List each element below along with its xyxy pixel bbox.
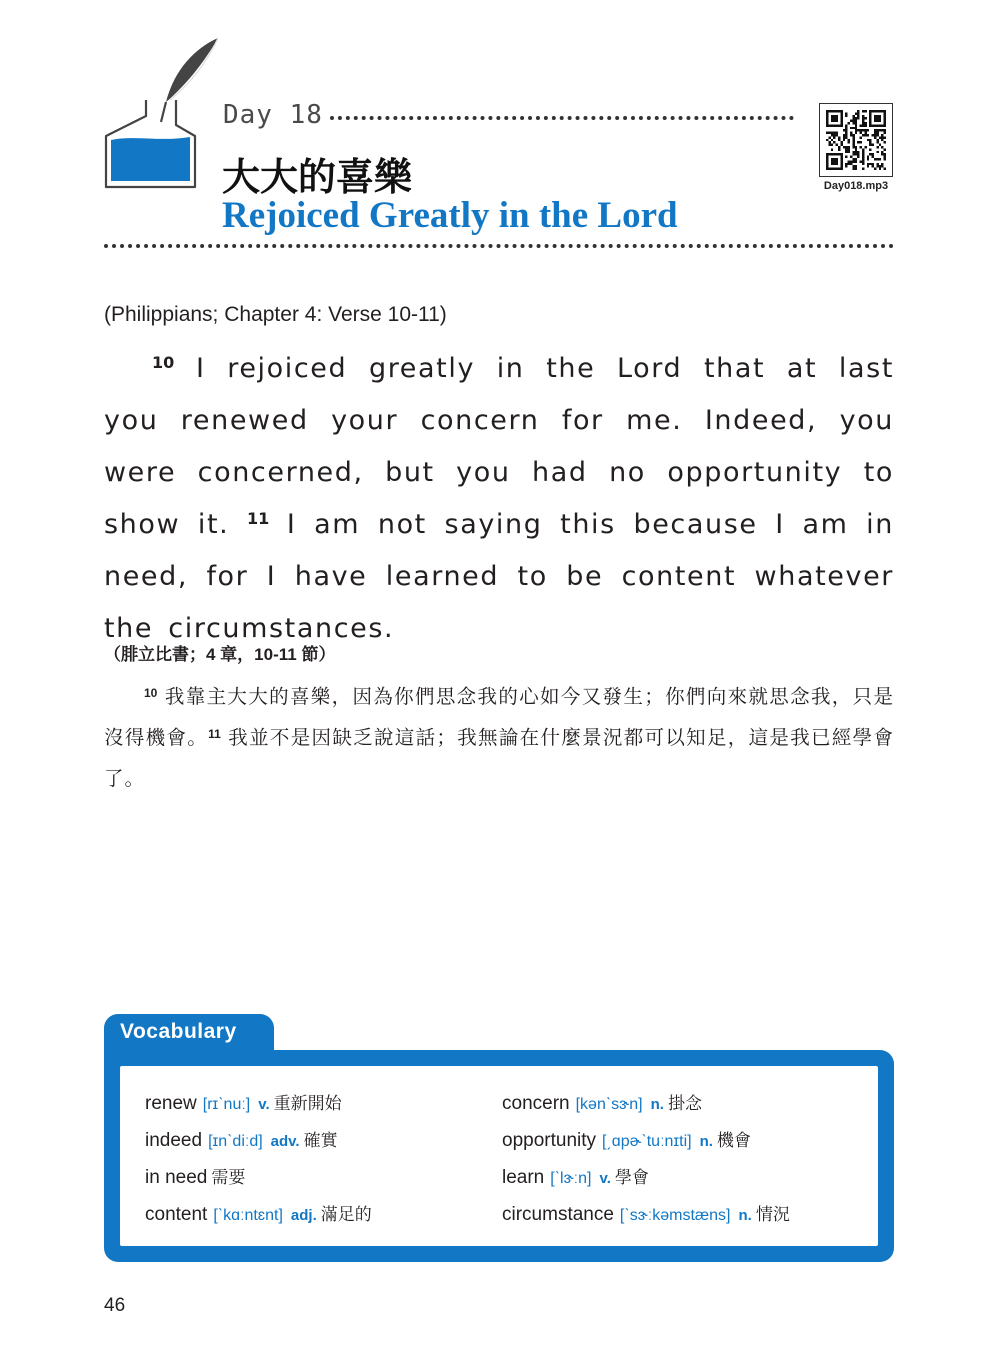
verse-10-text: I rejoiced greatly in the Lord that at last you renewed your concern for me. Indeed, you were concerned, but you had no opportunity to show it. xyxy=(104,353,895,540)
qr-code-icon[interactable] xyxy=(826,110,886,170)
ink-bottle-quill-icon xyxy=(100,30,230,195)
vocab-item: renew [rɪˋnuː] v. 重新開始 xyxy=(145,1093,342,1114)
dotted-divider xyxy=(330,116,794,120)
vocab-item: in need 需要 xyxy=(145,1167,246,1188)
vocab-item: learn [ˋlɝːn] v. 學會 xyxy=(502,1167,649,1188)
vocab-item: concern [kənˋsɝn] n. 掛念 xyxy=(502,1093,702,1114)
verse-number: 11 xyxy=(208,727,221,741)
verse-text-english xyxy=(104,343,894,655)
page-number: 46 xyxy=(104,1295,126,1316)
header-dotted-rule xyxy=(104,244,894,248)
verse-11-text: I am not saying this because I am in need, for I have learned to be content whatever the circumstances. xyxy=(104,509,894,644)
vocab-item: content [ˋkɑːntɛnt] adj. 滿足的 xyxy=(145,1204,372,1225)
vocab-item: opportunity [͵ɑpɚˋtuːnɪti] n. 機會 xyxy=(502,1130,751,1151)
verse-text-chinese xyxy=(104,676,894,799)
day-label: Day 18 xyxy=(223,100,323,130)
scripture-reference-chinese: （腓立比書；4 章，10-11 節） xyxy=(104,645,336,664)
verse-11-text-zh: 我並不是因缺乏說這話；我無論在什麼景況都可以知足，這是我已經學會了。 xyxy=(104,726,894,790)
vocab-item: indeed [ɪnˋdiːd] adv. 確實 xyxy=(145,1130,338,1151)
audio-file-label: Day018.mp3 xyxy=(823,180,889,192)
verse-10-text-zh: 我靠主大大的喜樂，因為你們思念我的心如今又發生；你們向來就思念我，只是沒得機會。 xyxy=(104,685,894,749)
page-title-english: Rejoiced Greatly in the Lord xyxy=(222,195,678,236)
verse-number: 11 xyxy=(246,509,270,528)
scripture-reference-english: (Philippians; Chapter 4: Verse 10-11) xyxy=(104,303,447,326)
page-title-chinese: 大大的喜樂 xyxy=(222,154,413,199)
vocabulary-title: Vocabulary xyxy=(120,1020,237,1043)
vocab-item: circumstance [ˋsɝːkəmstæns] n. 情況 xyxy=(502,1204,790,1225)
verse-number: 10 xyxy=(152,353,175,372)
verse-number: 10 xyxy=(144,686,158,700)
